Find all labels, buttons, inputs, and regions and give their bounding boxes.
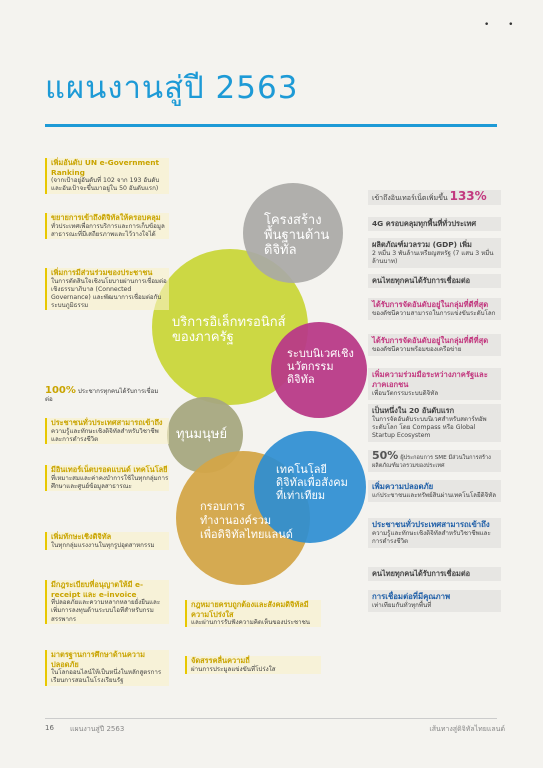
center-item-1: กฎหมายครบถูกต้องและสังคมดิจิทัลมีความโปร่งใส และผ่านการรับฟังความคิดเห็นของประชาชน [185,600,321,627]
footer-rule [45,718,497,719]
left-item-7: เพิ่มทักษะเชิงดิจิทัล ในทุกกลุ่มแรงงานในทุกรูปอุตสาหกรรม [45,532,169,550]
left-item-5: ประชาชนทั่วประเทศสามารถเข้าถึง ความรู้และทักษะเชิงดิจิทัลสำหรับวิชาชีพและการดำรงชีวิต [45,418,169,444]
left-item-3: เพิ่มการมีส่วนร่วมของประชาชน ในการตัดสินใจเชิงนโยบายผ่านการเชื่อมต่อเชิงธรรมาภิบาล (Connected Governance) และพัฒนาการเชื่อมต่อกับระบบภูมิธรรม [45,268,169,310]
right-item-7: เพิ่มความร่วมมือระหว่างภาครัฐและภาคเอกชน เพื่อนวัตกรรมระบบดิจิทัล [368,368,501,400]
right-item-12: คนไทยทุกคนได้รับการเชื่อมต่อ [368,567,501,581]
page-title: แผนงานสู่ปี 2563 [45,70,299,106]
circle-label-egov: บริการอิเล็กทรอนิกส์ ของภาครัฐ [172,315,286,345]
right-item-5: ได้รับการจัดอันดับอยู่ในกลุ่มที่ดีที่สุด ของดัชนีความสามารถในการแข่งขันระดับโลก [368,298,501,320]
circle-label-innov: ระบบนิเวศเชิง นวัตกรรม ดิจิทัล [287,347,354,386]
center-item-2: จัดสรรคลื่นความถี่ ผ่านการประมูลแข่งขันที่โปร่งใส [185,656,321,674]
right-item-3: ผลิตภัณฑ์มวลรวม (GDP) เพิ่ม 2 หมื่น 3 พันล้านเหรียญสหรัฐ (7 แสน 3 หมื่นล้านบาท) [368,238,501,268]
right-item-13: การเชื่อมต่อที่มีคุณภาพ เท่าเทียมกันทั่วทุกพื้นที่ [368,590,501,612]
right-item-2: 4G ครอบคลุมทุกพื้นที่ทั่วประเทศ [368,217,501,231]
page-marks: • • [484,20,522,30]
left-item-8: มีกฎระเบียบที่อนุญาตให้มี e-receipt และ e-invoice ที่ปลอดภัยและความหลากหลายยั่งยืนและเพิ่มการลงทุนด้านระบบไอทีสำหรับกรมสรรพากร [45,580,169,624]
footer-title: แผนงานสู่ปี 2563 [70,725,125,733]
right-item-8: เป็นหนึ่งใน 20 อันดับแรก ในการจัดอันดับระบบนิเวศสำหรับสตาร์ทอัพระดับโลก โดย Compass หรือ Global Startup Ecosystem [368,404,501,442]
left-item-2: ขยายการเข้าถึงดิจิทัลให้ครอบคลุม ทั่วประเทศเพื่อการบริการและการเก็บข้อมูลสาธารณะที่มีเสถียรภาพและไว้วางใจได้ [45,213,169,239]
circle-label-infra: โครงสร้าง พื้นฐานด้าน ดิจิทัล [264,213,330,258]
page-number: 16 [45,724,54,732]
right-item-1: เข้าถึงอินเทอร์เน็ตเพิ่มขึ้น 133% [368,190,501,205]
circle-label-tech: เทคโนโลยี ดิจิทัลเพื่อสังคม ที่เท่าเทียม [276,463,348,502]
right-item-11: ประชาชนทั่วประเทศสามารถเข้าถึง ความรู้และทักษะเชิงดิจิทัลสำหรับวิชาชีพและการดำรงชีวิต [368,518,501,548]
circle-label-human: ทุนมนุษย์ [176,427,228,442]
circle-label-frame: กรอบการ ทำงานองค์รวม เพื่อดิจิทัลไทยแลนด์ [200,500,293,541]
right-item-9: 50% ผู้ประกอบการ SME มีส่วนในการสร้างผลิตภัณฑ์มวลรวมของประเทศ [368,450,501,472]
left-item-6: มีอินเทอร์เน็ตบรอดแบนด์ เทคโนโลยี ที่เหมาะสมและค่าคงบำการใช้ในทุกกลุ่มการศึกษาและศูนย์ข้อมูลสาธารณะ [45,465,169,491]
left-item-4: 100% ประชากรทุกคนได้รับการเชื่อมต่อ [45,385,159,404]
right-item-4: คนไทยทุกคนได้รับการเชื่อมต่อ [368,274,501,288]
footer-right: เส้นทางสู่ดิจิทัลไทยแลนด์ [429,725,505,733]
right-item-6: ได้รับการจัดอันดับอยู่ในกลุ่มที่ดีที่สุด ของดัชนีความพร้อมของเครือข่าย [368,334,501,356]
right-item-10: เพิ่มความปลอดภัย แก่ประชาชนและทรัพย์สินผ่านเทคโนโลยีดิจิทัล [368,480,501,502]
left-item-9: มาตรฐานการศึกษาด้านความปลอดภัย ในโลกออนไลน์ให้เป็นหนึ่งในหลักสูตรการเรียนการสอนในโรงเรียนรัฐ [45,650,169,686]
left-item-1: เพิ่มอันดับ UN e-Government Ranking (จากเป้าอยู่อันดับที่ 102 จาก 193 อันดับ และอันเป้าจะขึ้นมาอยู่ใน 50 อันดับแรก) [45,158,169,194]
